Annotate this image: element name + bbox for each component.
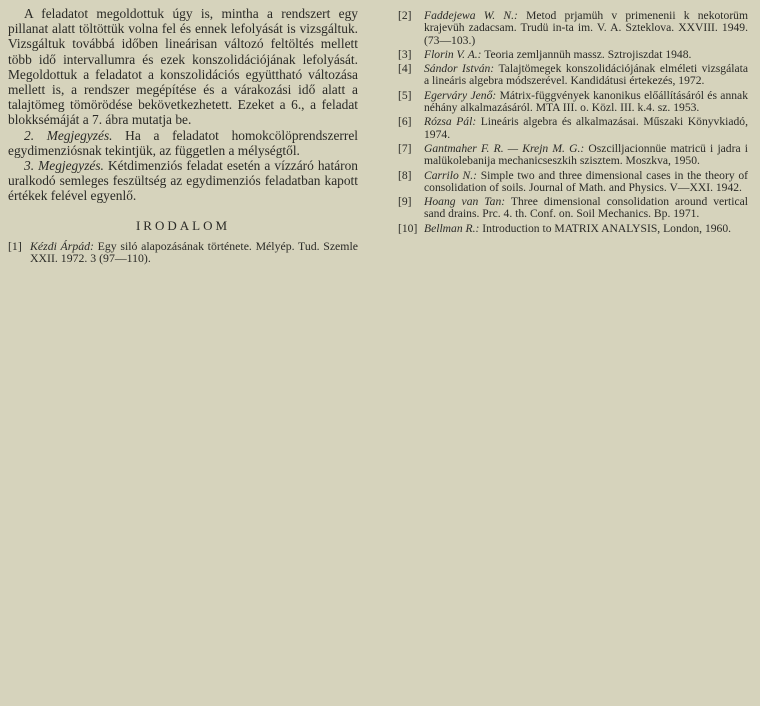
reference-item [398,170,748,195]
reference-text: Talajtömegek konszolidációjának elméleti vizsgálata a lineáris algebra módszerével. Kandidátusi értekezés, 1972. [424,62,748,88]
reference-author: Sándor István: [424,62,495,76]
reference-body [424,196,748,221]
reference-number: [7] [398,141,412,155]
reference-author: Hoang van Tan: [424,195,506,209]
reference-author: Rózsa Pál: [424,115,477,129]
references-heading: IRODALOM [135,217,231,233]
reference-number: [6] [398,115,412,129]
reference-body [424,170,748,195]
reference-item [398,90,748,115]
reference-text: Simple two and three dimensional cases in the theory of consolidation of soils. Journal of Math. and Physics. V—XXI. 1942. [424,168,748,194]
reference-body [424,90,748,115]
reference-body [424,223,748,235]
reference-text: Three dimensional consolidation around vertical sand drains. Prc. 4. th. Conf. on. Soil Mechanics. Bp. 1971. [424,195,748,221]
reference-body [424,10,748,47]
remark-3-text: Kétdimenziós feladat esetén a vízzáró határon uralkodó semleges feszültség az egydimenziós feladatban kapott értékek felével egyenlő. [8,158,359,204]
remark-2-text: Ha a feladatot homokcölöprendszerrel egydimenziósnak tekintjük, az független a mélységtől. [8,127,358,158]
reference-item [398,196,748,221]
reference-number: [9] [398,195,412,209]
reference-number: [2] [398,9,412,22]
remark-3-label: 3. Megjegyzés. [24,158,104,174]
reference-author: Gantmaher F. R. — Krejn M. G.: [424,141,585,155]
reference-text: Lineáris algebra és alkalmazásai. Műszaki Könyvkiadó, 1974. [424,115,748,141]
right-column [398,10,748,237]
reference-number: [1] [8,238,22,253]
reference-item [398,49,748,61]
reference-author: Bellman R.: [424,221,480,235]
reference-author: Florin V. A.: [424,47,482,61]
reference-item [398,10,748,47]
reference-number: [8] [398,168,412,182]
reference-text: Metod prjamüh v primenenii k nekotorüm krajevüh zadacsam. Trudü in-ta im. V. A. Szteklova. XXVIII. 1949. (73—103.) [424,9,748,47]
paragraph-3 [8,158,358,204]
reference-item [398,116,748,141]
reference-item [398,143,748,168]
reference-item [8,240,358,265]
reference-item [398,63,748,88]
reference-body [30,240,358,265]
reference-number: [10] [398,221,418,235]
reference-author: Faddejewa W. N.: [424,9,518,22]
reference-text: Egy siló alapozásának története. Mélyép. Tud. Szemle XXII. 1972. 3 (97—110). [30,238,358,266]
reference-text: Teoria zemljannüh massz. Sztrojiszdat 1948. [481,47,692,61]
reference-body [424,49,748,61]
left-column [8,6,358,267]
reference-text: Introduction to MATRIX ANALYSIS, London, 1960. [479,221,732,235]
reference-author: Egerváry Jenő: [424,88,497,102]
reference-text: Oszcilljacionnüe matricü i jadra i malükolebanija mechanicseszkih szisztem. Moszkva, 1950. [424,141,748,168]
reference-number: [3] [398,47,412,61]
reference-number: [4] [398,62,412,76]
reference-number: [5] [398,88,412,102]
paragraph-1: A feladatot megoldottuk úgy is, mintha a rendszert egy pillanat alatt töltöttük volna fel és ennek lefolyását is vizsgáltuk. Vizsgáltuk továbbá időben lineárisan változó feltöltés mellett több idő intervallumra és ezek konszolidációjának lefolyását. Megoldottuk a feladatot a konszolidációs együttható változása mellett is, a rendszer megépítése és a várakozási idő alatt a talajtömeg tömörödése bekövetkezhetett. Ezeket a 6., a feladat blokksémáját a 7. ábra mutatja be. [8,6,358,128]
paragraph-2 [8,128,358,158]
reference-body [424,116,748,141]
remark-2-label: 2. Megjegyzés. [24,127,113,143]
reference-body [424,143,748,168]
reference-author: Carrilo N.: [424,168,478,182]
reference-body [424,63,748,88]
reference-text: Mátrix-függvények kanonikus előállításáról és annak néhány alkalmazásáról. MTA III. o. Közl. III. k.4. sz. 1953. [424,88,748,115]
reference-item [398,223,748,235]
reference-author: Kézdi Árpád: [30,238,94,253]
